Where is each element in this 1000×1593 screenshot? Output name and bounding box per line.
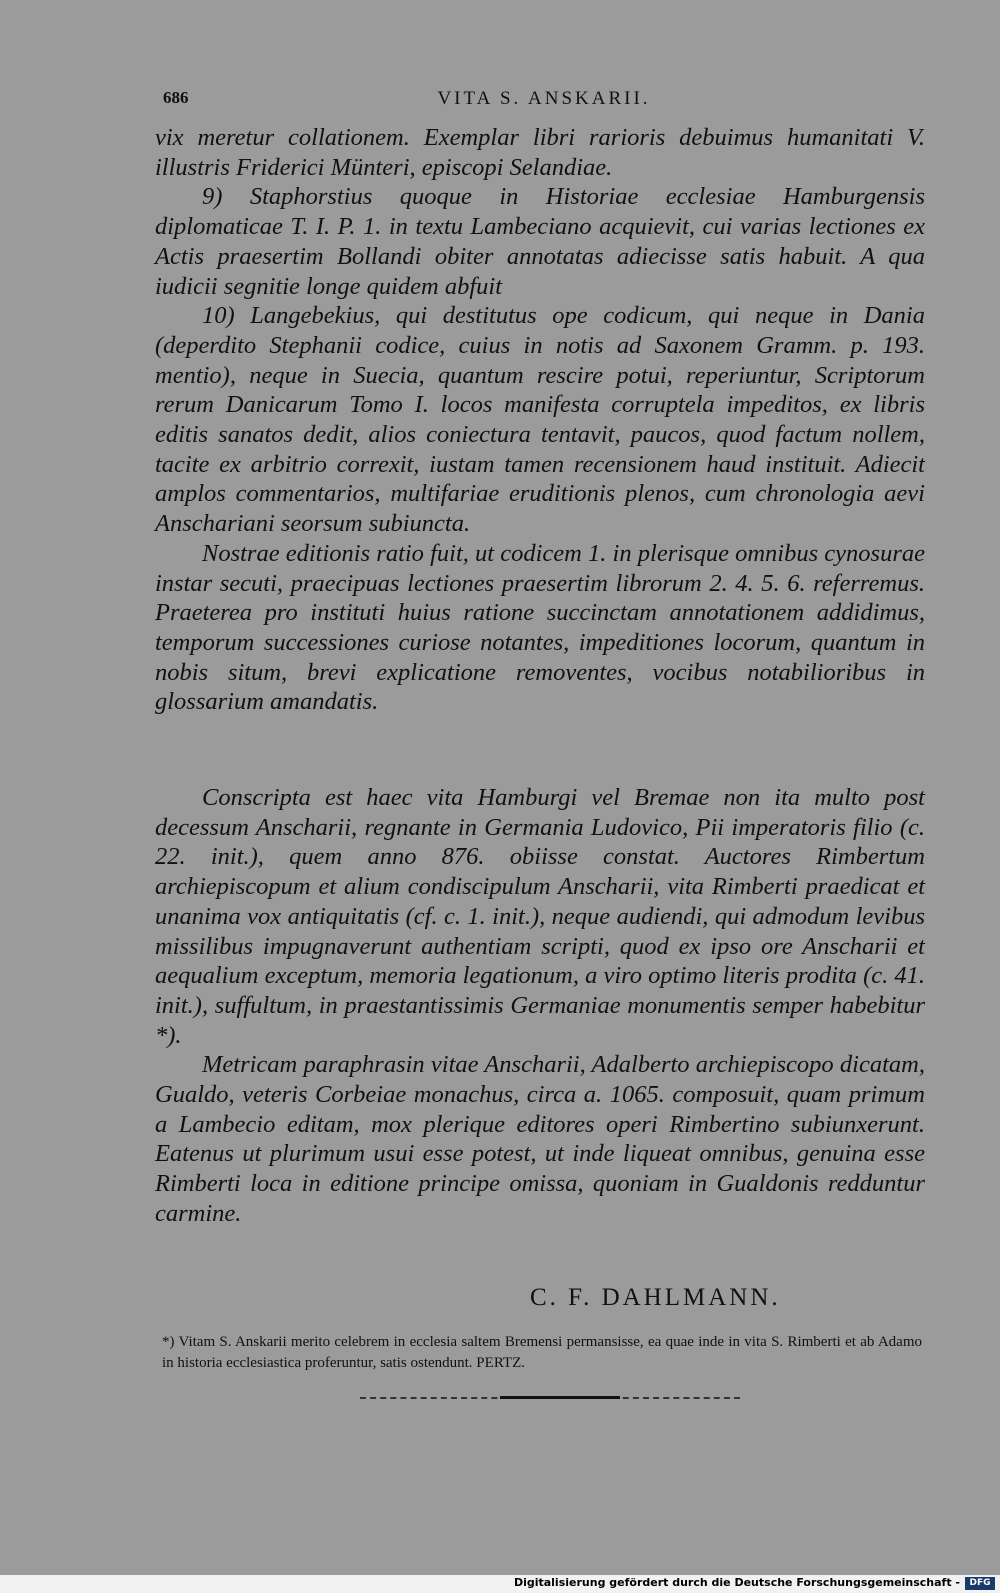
paragraph-conscripta: Conscripta est haec vita Hamburgi vel Bremae non ita multo post decessum Anscharii, regnante in Germania Ludovico, Pii imperatoris filio (c. 22. init.), quem anno 876. obiisse constat. Auctores Rimbertum archiepiscopum et alium condiscipulum Anscharii, vita Rimberti praedicat et unanima vox antiquitatis (cf. c. 1. init.), neque audiendi, qui admodum levibus missilibus impugnaverunt authentiam scripti, quod ex ipso ore Anscharii et aequalium exceptum, memoria legationum, a viro optimo literis prodita (c. 41. init.), suffultum, in praestantissimis Germaniae monumentis semper habebitur *).: [155, 784, 925, 1049]
paragraph-langebekius: 10) Langebekius, qui destitutus ope codicum, qui neque in Dania (deperdito Stephanii codice, cuius in notis ad Saxonem Gramm. p. 193. mentio), neque in Suecia, quantum rescire potui, reperiuntur, Scriptorum rerum Danicarum Tomo I. locos manifesta corruptela impeditos, ex libris editis sanatos dedit, alios coniectura tentavit, paucos, quod factum nollem, tacite ex arbitrio correxit, iustam tamen recensionem haud instituit. Adiecit amplos commentarios, multifariae eruditionis plenos, cum chronologia aevi Anschariani seorsum subiuncta.: [155, 302, 925, 538]
paragraph-staphorstius: 9) Staphorstius quoque in Historiae ecclesiae Hamburgensis diplomaticae T. I. P. 1. in textu Lambeciano acquievit, cui varias lectiones ex Actis praesertim Bollandi obiter annotatas adiecisse satis habuit. A qua iudicii segnitie longe quidem abfuit: [155, 183, 925, 300]
paragraph-editionis-ratio: Nostrae editionis ratio fuit, ut codicem 1. in plerisque omnibus cynosurae instar secuti, praecipuas lectiones praesertim librorum 2. 4. 5. 6. referremus. Praeterea pro instituti huius ratione succinctam annotationem addidimus, temporum successiones curiose notantes, impeditiones locorum, quantum in nobis situm, brevi explicatione removentes, vocibus notabilioribus in glossarium amandatis.: [155, 539, 925, 716]
credit-bar: [0, 1575, 1000, 1593]
footnote-text: *) Vitam S. Anskarii merito celebrem in ecclesia saltem Bremensi permansisse, ea quae inde in vita S. Rimberti et ab Adamo in historia ecclesiastica proferuntur, satis ostendunt. PERTZ.: [162, 1334, 922, 1371]
dfg-logo-icon: DFG: [965, 1577, 995, 1590]
paragraph-continuation: vix meretur collationem. Exemplar libri rarioris debuimus humanitati V. illustris Friderici Münteri, episcopi Selandiae.: [155, 124, 925, 181]
body-text-block-2: [155, 783, 925, 1229]
closing-rule-center: [500, 1396, 620, 1399]
body-text-block-1: [155, 123, 925, 717]
author-signature: C. F. DAHLMANN.: [530, 1284, 781, 1311]
paragraph-metricam: Metricam paraphrasin vitae Anscharii, Adalberto archiepiscopo dicatam, Gualdo, veteris Corbeiae monachus, circa a. 1065. composuit, quam primum a Lambecio editam, mox plerique editores operi Rimbertino subiunxerunt. Eatenus ut plurimum usui esse potest, ut inde liqueat omnibus, genuina esse Rimberti loca in editione principe omissa, quoniam in Gualdonis redduntur carmine.: [155, 1051, 925, 1227]
page-number: 686: [163, 88, 189, 107]
credit-text: Digitalisierung gefördert durch die Deutsche Forschungsgemeinschaft -: [513, 1576, 960, 1589]
running-head: [163, 88, 925, 112]
running-title: VITA S. ANSKARII.: [437, 88, 651, 109]
footnote: [162, 1332, 922, 1374]
